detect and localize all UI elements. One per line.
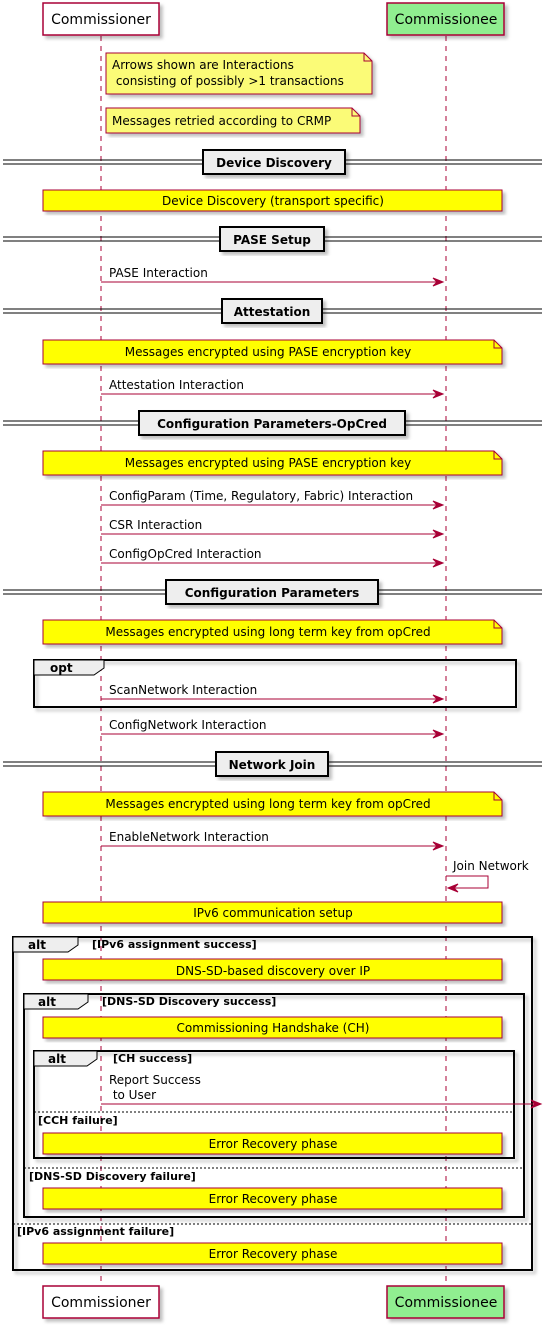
fragment-alt-dnssd-label: alt	[38, 995, 56, 1009]
msg-attestation-label: Attestation Interaction	[109, 378, 245, 392]
msg-pase-label: PASE Interaction	[109, 266, 208, 280]
banner-pase-key-1-text: Messages encrypted using PASE encryption key	[124, 345, 412, 359]
msg-scan-network-label: ScanNetwork Interaction	[109, 683, 258, 697]
commissioner-label-bottom: Commissioner	[51, 1295, 151, 1311]
banner-opcred-key-2-text: Messages encrypted using long term key from opCred	[105, 797, 431, 811]
note-arrows-line1: Arrows shown are Interactions	[112, 58, 294, 72]
section-title-network-join: Network Join	[228, 758, 316, 772]
fragment-dnssd-success-guard: [DNS-SD Discovery success]	[102, 995, 277, 1008]
banner-device-discovery-text: Device Discovery (transport specific)	[162, 194, 384, 208]
msg-config-param-label: ConfigParam (Time, Regulatory, Fabric) Interaction	[109, 489, 414, 503]
banner-opcred-key-1-text: Messages encrypted using long term key from opCred	[105, 625, 431, 639]
banner-error-recovery-2-text: Error Recovery phase	[208, 1192, 338, 1206]
commissionee-label-top: Commissionee	[394, 12, 498, 28]
fragment-opt-label: opt	[50, 661, 73, 675]
msg-csr-label: CSR Interaction	[109, 518, 203, 532]
fragment-alt-ch-label: alt	[48, 1052, 66, 1066]
note-retry-text: Messages retried according to CRMP	[112, 114, 332, 128]
msg-config-network-label: ConfigNetwork Interaction	[109, 718, 267, 732]
fragment-ch-success-guard: [CH success]	[113, 1052, 193, 1065]
section-title-pase-setup: PASE Setup	[233, 233, 311, 247]
fragment-ipv6-success-guard: [IPv6 assignment success]	[92, 938, 257, 951]
fragment-alt-ipv6-label: alt	[28, 938, 46, 952]
section-title-device-discovery: Device Discovery	[216, 156, 332, 170]
fragment-dnssd-failure-guard: [DNS-SD Discovery failure]	[29, 1170, 196, 1183]
msg-enable-network-label: EnableNetwork Interaction	[109, 830, 269, 844]
banner-error-recovery-3-text: Error Recovery phase	[208, 1247, 338, 1261]
fragment-opt	[34, 660, 516, 707]
fragment-ch-failure-guard: [CCH failure]	[38, 1114, 118, 1127]
section-title-attestation: Attestation	[233, 305, 311, 319]
fragment-ipv6-failure-guard: [IPv6 assignment failure]	[17, 1225, 175, 1238]
note-arrows-line2: consisting of possibly >1 transactions	[112, 74, 344, 88]
msg-report-line2: to User	[109, 1088, 157, 1102]
fragment-alt-dnssd-tab	[24, 994, 88, 1009]
banner-ipv6-setup-text: IPv6 communication setup	[193, 906, 353, 920]
banner-error-recovery-1-text: Error Recovery phase	[208, 1137, 338, 1151]
banner-pase-key-2-text: Messages encrypted using PASE encryption key	[124, 456, 412, 470]
banner-dnssd-discovery-text: DNS-SD-based discovery over IP	[175, 964, 371, 978]
section-title-config-opcred: Configuration Parameters-OpCred	[157, 417, 387, 431]
msg-join-network-label: Join Network	[453, 859, 529, 873]
commissioner-label-top: Commissioner	[51, 12, 151, 28]
msg-config-opcred-label: ConfigOpCred Interaction	[109, 547, 262, 561]
section-title-config-params: Configuration Parameters	[184, 586, 360, 600]
msg-report-line1: Report Success	[109, 1073, 201, 1087]
commissionee-label-bottom: Commissionee	[394, 1295, 498, 1311]
banner-commissioning-handshake-text: Commissioning Handshake (CH)	[176, 1021, 370, 1035]
